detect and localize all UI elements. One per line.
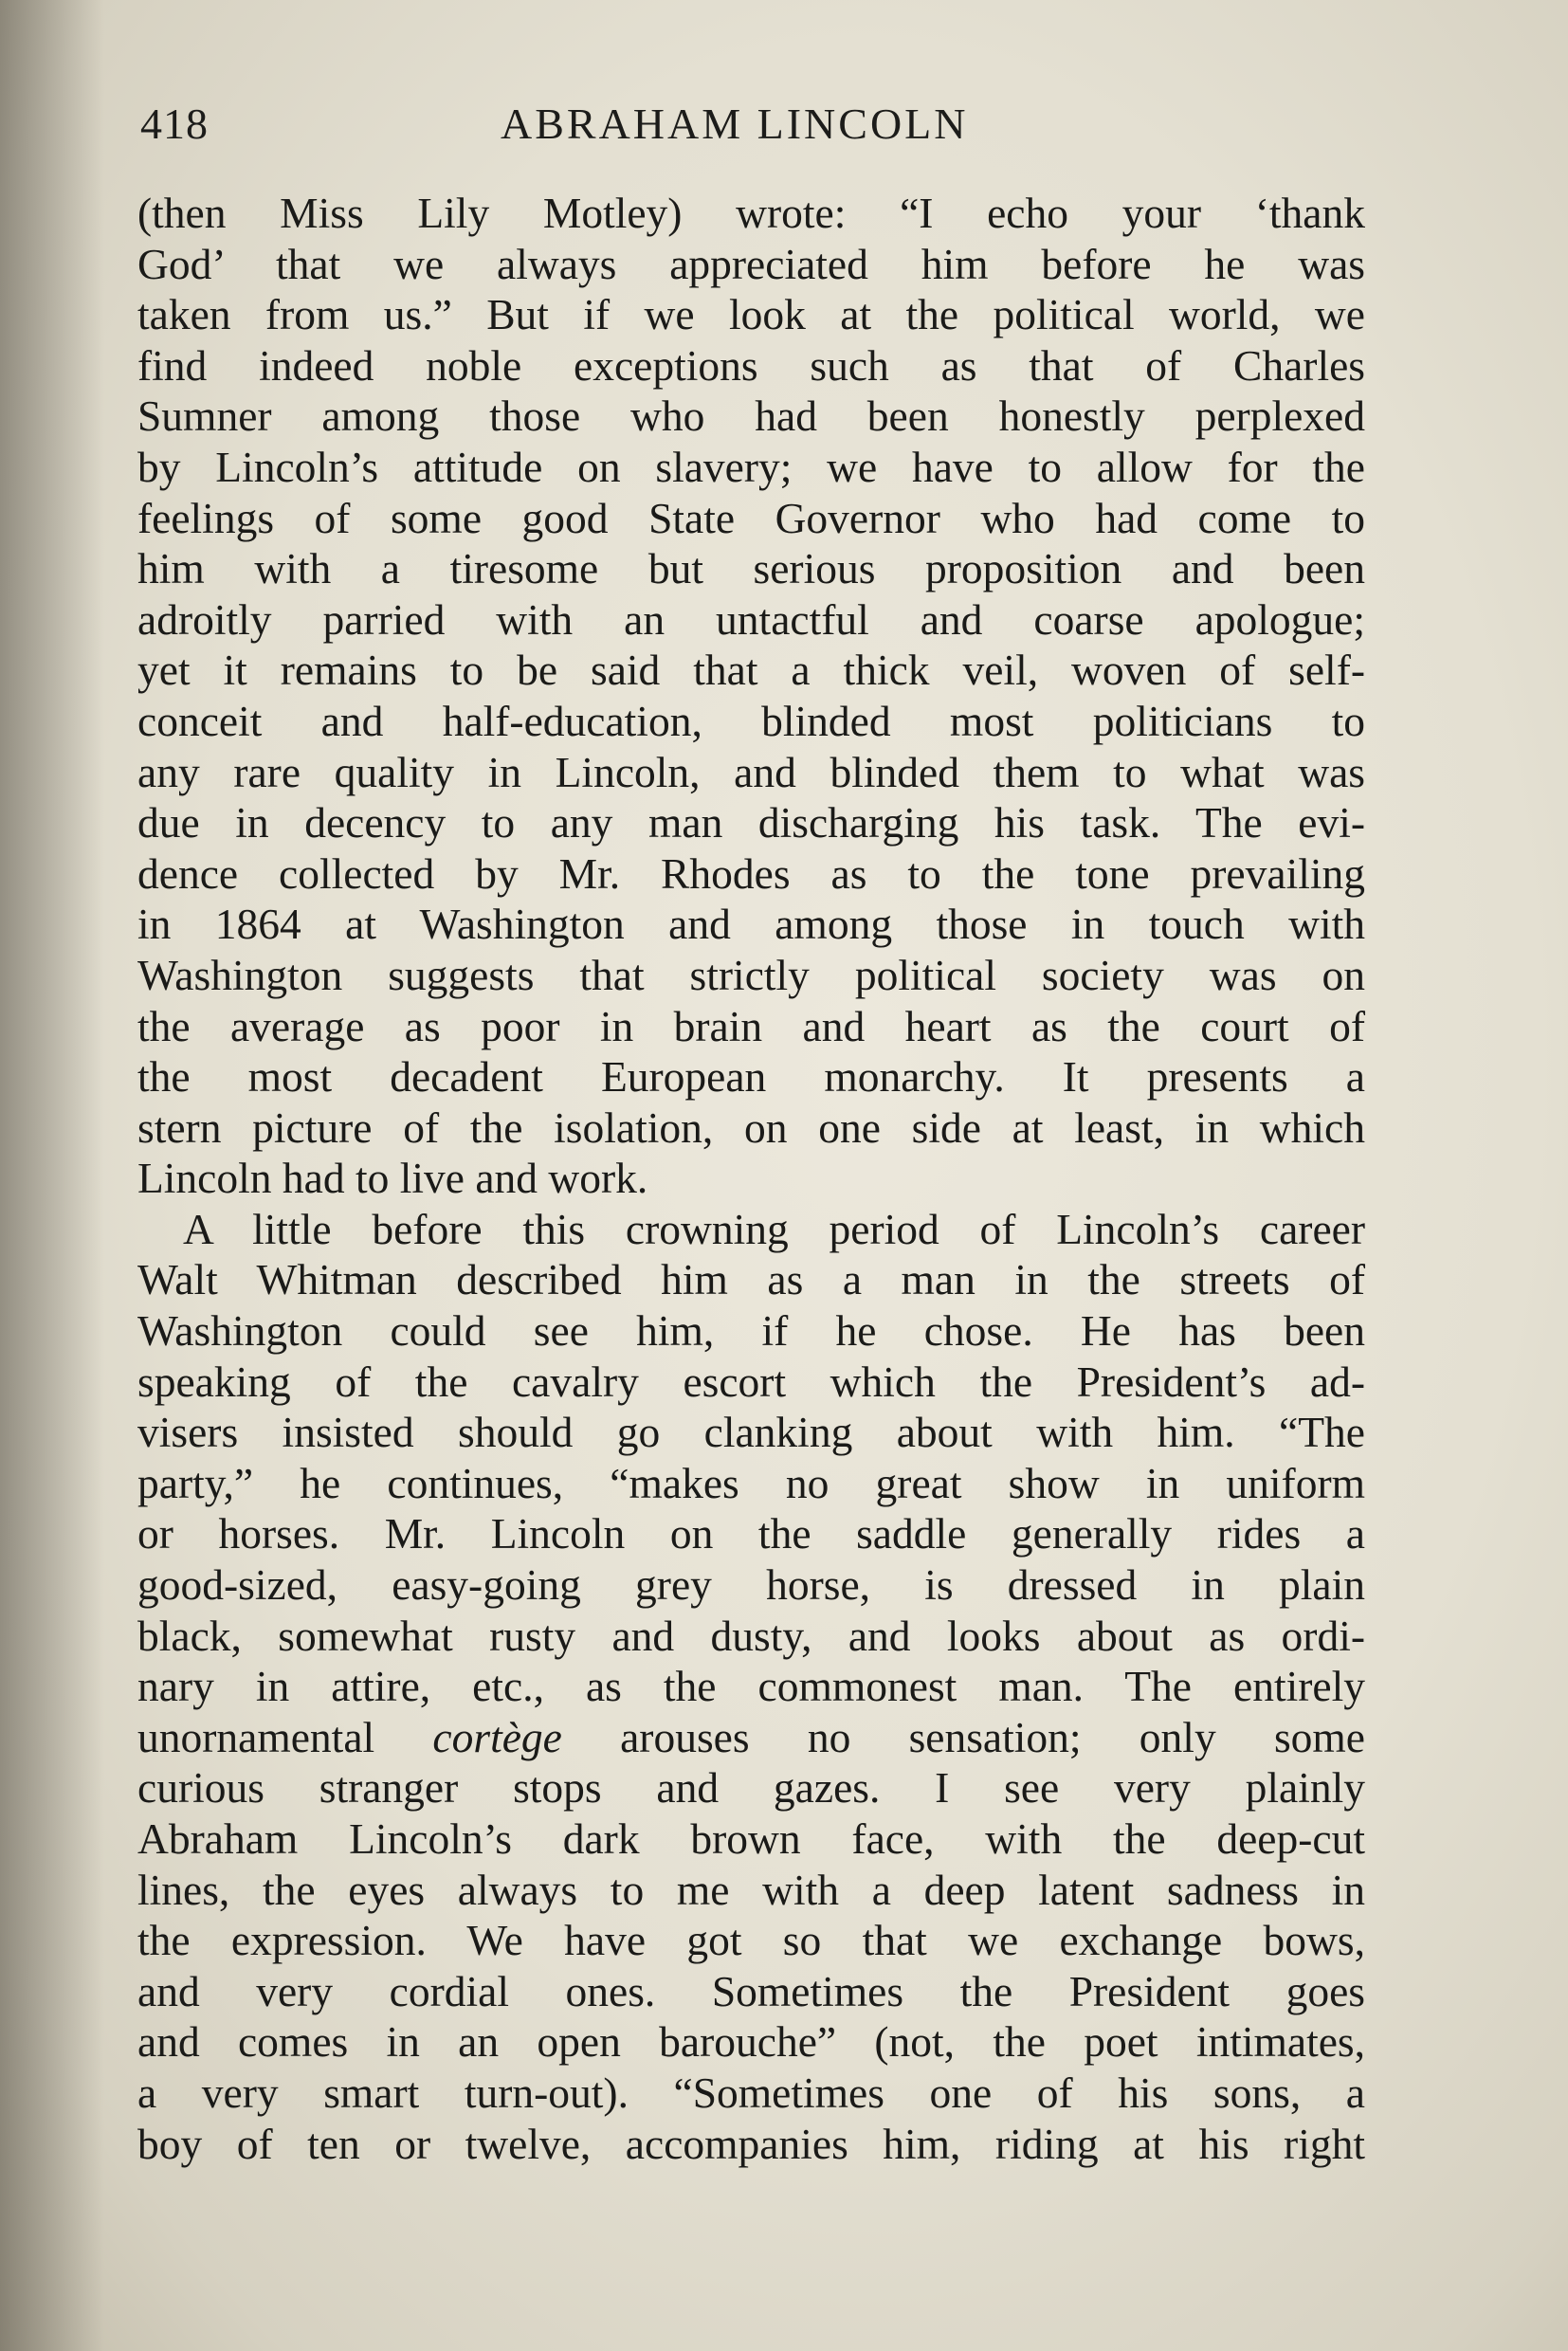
text-line: and very cordial ones. Sometimes the President goes — [137, 1966, 1365, 2015]
text-line: curious stranger stops and gazes. I see very plainly — [137, 1763, 1365, 1813]
text-line: by Lincoln’s attitude on slavery; we have to allow for the — [137, 442, 1365, 491]
text-line: speaking of the cavalry escort which the President’s ad- — [137, 1357, 1365, 1406]
text-line: Lincoln had to live and work. — [137, 1154, 648, 1203]
text-line: adroitly parried with an untactful and coarse apologue; — [137, 594, 1365, 644]
italic-word: cortège — [432, 1712, 562, 1761]
running-title: ABRAHAM LINCOLN — [501, 100, 969, 148]
text-line: conceit and half-education, blinded most politicians to — [137, 696, 1365, 745]
text-line: Walt Whitman described him as a man in the streets of — [137, 1255, 1365, 1304]
text-line: the most decadent European monarchy. It presents a — [137, 1052, 1365, 1102]
page-header — [140, 99, 1373, 155]
page-number: 418 — [140, 100, 209, 148]
binding-shadow — [0, 0, 104, 2351]
text-line: good-sized, easy-going grey horse, is dressed in plain — [137, 1560, 1365, 1610]
text-line: yet it remains to be said that a thick veil, woven of self- — [137, 646, 1365, 695]
text-line: or horses. Mr. Lincoln on the saddle generally rides a — [137, 1509, 1365, 1558]
text-line: the average as poor in brain and heart as the court of — [137, 1001, 1365, 1050]
text-line: a very smart turn-out). “Sometimes one of his sons, a — [137, 2068, 1365, 2117]
text-line: any rare quality in Lincoln, and blinded them to what was — [137, 747, 1365, 796]
text-line-with-italic — [137, 1712, 1365, 1763]
text-line: lines, the eyes always to me with a deep latent sadness in — [137, 1865, 1365, 1914]
text-line: him with a tiresome but serious proposition and been — [137, 544, 1365, 593]
text-line: Washington could see him, if he chose. He has been — [137, 1306, 1365, 1356]
text-line: and comes in an open barouche” (not, the poet intimates, — [137, 2017, 1365, 2067]
text-line: feelings of some good State Governor who had come to — [137, 493, 1365, 542]
text-line: Sumner among those who had been honestly perplexed — [137, 392, 1365, 441]
text-line: visers insisted should go clanking about with him. “The — [137, 1408, 1365, 1457]
text-line: Washington suggests that strictly political society was on — [137, 950, 1365, 999]
text-segment: unornamental — [137, 1712, 433, 1761]
text-line: (then Miss Lily Motley) wrote: “I echo your ‘thank — [137, 189, 1365, 237]
paragraph-2 — [137, 1204, 1365, 2169]
text-line: stern picture of the isolation, on one side at least, in which — [137, 1103, 1365, 1152]
body-text — [137, 188, 1365, 2169]
text-segment: arouses no sensation; only some — [561, 1712, 1365, 1761]
text-line: in 1864 at Washington and among those in touch with — [137, 900, 1365, 949]
text-line: Abraham Lincoln’s dark brown face, with the deep-cut — [137, 1814, 1365, 1863]
text-line: due in decency to any man discharging his task. The evi- — [137, 798, 1365, 847]
text-line: God’ that we always appreciated him before he was — [137, 239, 1365, 288]
text-line: nary in attire, etc., as the commonest man. The entirely — [137, 1662, 1365, 1711]
text-line: taken from us.” But if we look at the political world, we — [137, 290, 1365, 339]
text-line: party,” he continues, “makes no great show in uniform — [137, 1458, 1365, 1507]
text-line: A little before this crowning period of Lincoln’s career — [183, 1204, 1365, 1253]
text-line: black, somewhat rusty and dusty, and looks about as ordi- — [137, 1611, 1365, 1660]
text-line: boy of ten or twelve, accompanies him, riding at his right — [137, 2119, 1365, 2168]
text-line: dence collected by Mr. Rhodes as to the tone prevailing — [137, 848, 1365, 898]
text-line: the expression. We have got so that we exchange bows, — [137, 1916, 1365, 1965]
text-line: find indeed noble exceptions such as that of Charles — [137, 340, 1365, 390]
paragraph-1 — [137, 188, 1365, 1204]
